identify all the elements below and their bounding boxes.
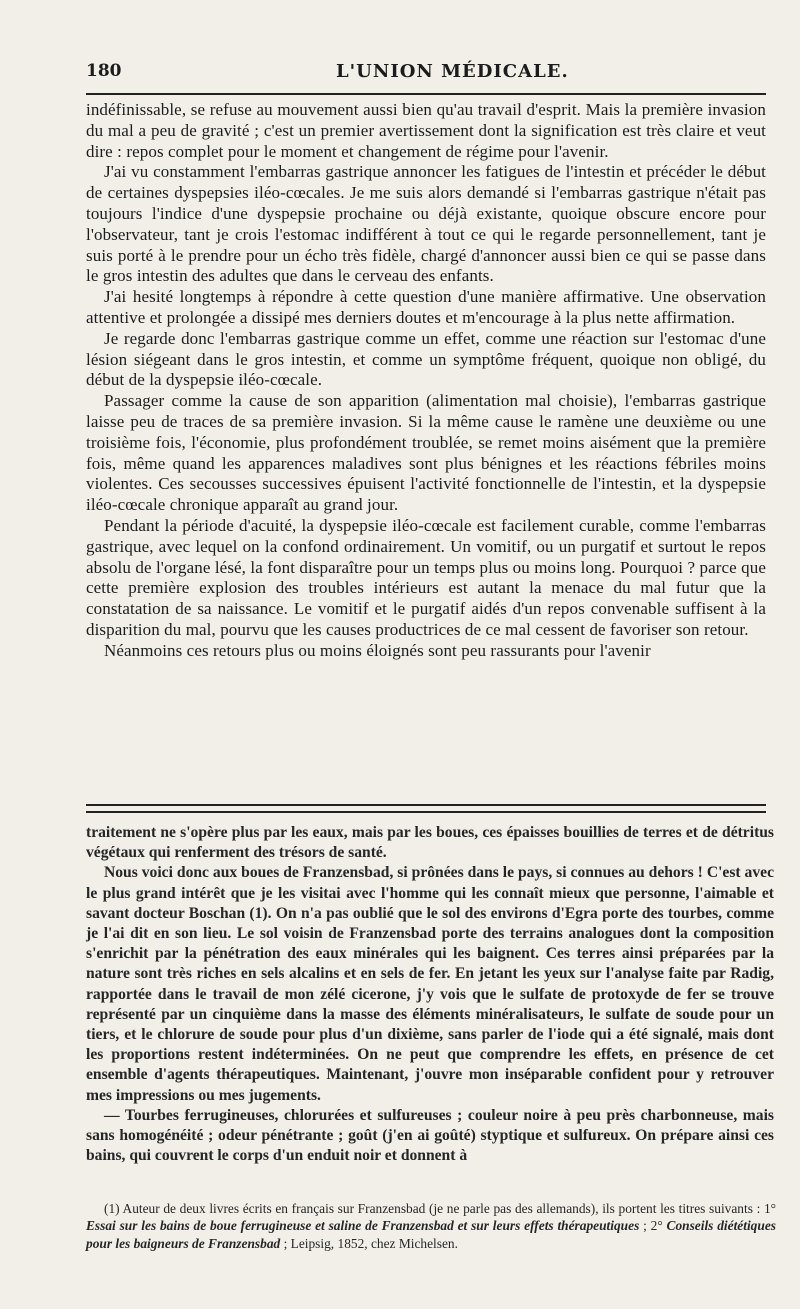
feuilleton-section (86, 823, 774, 1166)
feuilleton-paragraph-3: — Tourbes ferrugineuses, chlorurées et sulfureuses ; couleur noire à peu près charbonneuse, mais sans homogénéité ; odeur pénétrante ; goût (j'en ai goûté) styptique et sulfureux. On prépare ainsi ces bains, qui couvrent le corps d'un enduit noir et donnent à (86, 1106, 774, 1165)
main-paragraph-4: Je regarde donc l'embarras gastrique comme un effet, comme une réaction sur l'estomac d'une lésion siégeant dans le gros intestin, et comme un symptôme fréquent, quoique non obligé, du début de la dyspepsie iléo-cœcale. (86, 328, 766, 390)
footnote-separator: ; 2° (639, 1218, 667, 1234)
main-article (86, 100, 766, 662)
feuilleton-paragraph-2: Nous voici donc aux boues de Franzensbad, si prônées dans le pays, si connues au dehors ! C'est avec le plus grand intérêt que je les visitai avec l'homme qui les connaît mieux que personne, l'aimable et savant docteur Boschan (1). On n'a pas oublié que le sol des environs d'Egra porte des tourbes, comme je l'ai dit en son lieu. Le sol voisin de Franzensbad porte des terrains analogues dont la composition s'enrichit par la pénétration des eaux minérales qui les baignent. Ces terres ainsi préparées par la nature sont très riches en sels alcalins et en sels de fer. En jetant les yeux sur l'analyse faite par Radig, rapportée dans le travail de mon zélé cicerone, j'y vois que le sulfate de protoxyde de fer se trouve représenté par un cinquième dans la masse des éléments minéralisateurs, le sulfate de soude pour un tiers, et le chlorure de soude pour plus d'un dixième, sans parler de l'iode qui a été signalé, mais dont les proportions restent indéterminées. On ne peut que comprendre les effets, en présence de cet ensemble d'agents thérapeutiques. Maintenant, j'ouvre mon inséparable confident pour y retrouver mes impressions ou mes jugements. (86, 864, 774, 1104)
header-rule (86, 93, 766, 95)
page-header (86, 56, 762, 86)
footnote-title-2: Conseils diététiques pour les baigneurs de Franzensbad (86, 1218, 776, 1251)
footnote (86, 1200, 776, 1252)
main-paragraph-7: Néanmoins ces retours plus ou moins éloignés sont peu rassurants pour l'avenir (104, 640, 651, 660)
footnote-publisher: ; Leipsig, 1852, chez Michelsen. (280, 1235, 458, 1251)
journal-title: L'UNION MÉDICALE. (336, 60, 569, 82)
main-paragraph-5: Passager comme la cause de son apparition (alimentation mal choisie), l'embarras gastrique laisse peu de traces de sa première invasion. Si la même cause le ramène une deuxième ou une troisième fois, l'économie, plus profondément troublée, se remet moins aisément que la première fois, même quand les apparences maladives sont plus bénignes et les réactions fébriles moins violentes. Ces secousses successives épuisent l'activité fonctionnelle de l'intestin, et la dyspepsie iléo-cœcale chronique apparaît au grand jour. (86, 391, 766, 515)
feuilleton-paragraph-1: traitement ne s'opère plus par les eaux, mais par les boues, ces épaisses bouillies de terres et de détritus végétaux qui renferment des trésors de santé. (86, 824, 774, 862)
feuilleton-divider (86, 804, 766, 813)
main-paragraph-1: indéfinissable, se refuse au mouvement aussi bien qu'au travail d'esprit. Mais la première invasion du mal a peu de gravité ; c'est un premier avertissement dont la signification est très claire et veut dire : repos complet pour le moment et changement de régime pour l'avenir. (86, 100, 766, 161)
main-paragraph-3: J'ai hesité longtemps à répondre à cette question d'une manière affirmative. Une observation attentive et prolongée a dissipé mes derniers doutes et m'encourage à la plus nette affirmation. (86, 287, 766, 327)
footnote-title-1: Essai sur les bains de boue ferrugineuse et saline de Franzensbad et sur leurs effets thérapeutiques (86, 1218, 640, 1234)
main-paragraph-6: Pendant la période d'acuité, la dyspepsie iléo-cœcale est facilement curable, comme l'embarras gastrique, avec lequel on la confond ordinairement. Un vomitif, ou un purgatif et surtout le repos absolu de l'organe lésé, la font disparaître pour un temps plus ou moins long. Pourquoi ? parce que cette première explosion des troubles intérieurs est autant la menace du mal futur que la constatation de sa naissance. Le vomitif et le purgatif aidés d'un repos convenable suffisent à la disparition du mal, pourvu que les causes productrices de ce mal cessent de favoriser son retour. (86, 515, 766, 639)
footnote-intro: (1) Auteur de deux livres écrits en français sur Franzensbad (je ne parle pas des allemands), ils portent les titres suivants : 1° (104, 1201, 776, 1216)
page-number: 180 (86, 61, 122, 81)
footnote-text (86, 1200, 776, 1252)
main-paragraph-2: J'ai vu constamment l'embarras gastrique annoncer les fatigues de l'intestin et précéder le début de certaines dyspepsies iléo-cœcales. Je me suis alors demandé si l'embarras gastrique n'était pas toujours l'indice d'une dyspepsie prochaine ou déjà existante, quoique obscure encore pour l'observateur, tant je crois l'estomac indifférent à tout ce qui le regarde personnellement, tant je suis porté à le prendre pour un écho très fidèle, chargé d'annoncer aussi bien ce qui se passe dans le gros intestin des adultes que dans le cerveau des enfants. (86, 162, 766, 286)
